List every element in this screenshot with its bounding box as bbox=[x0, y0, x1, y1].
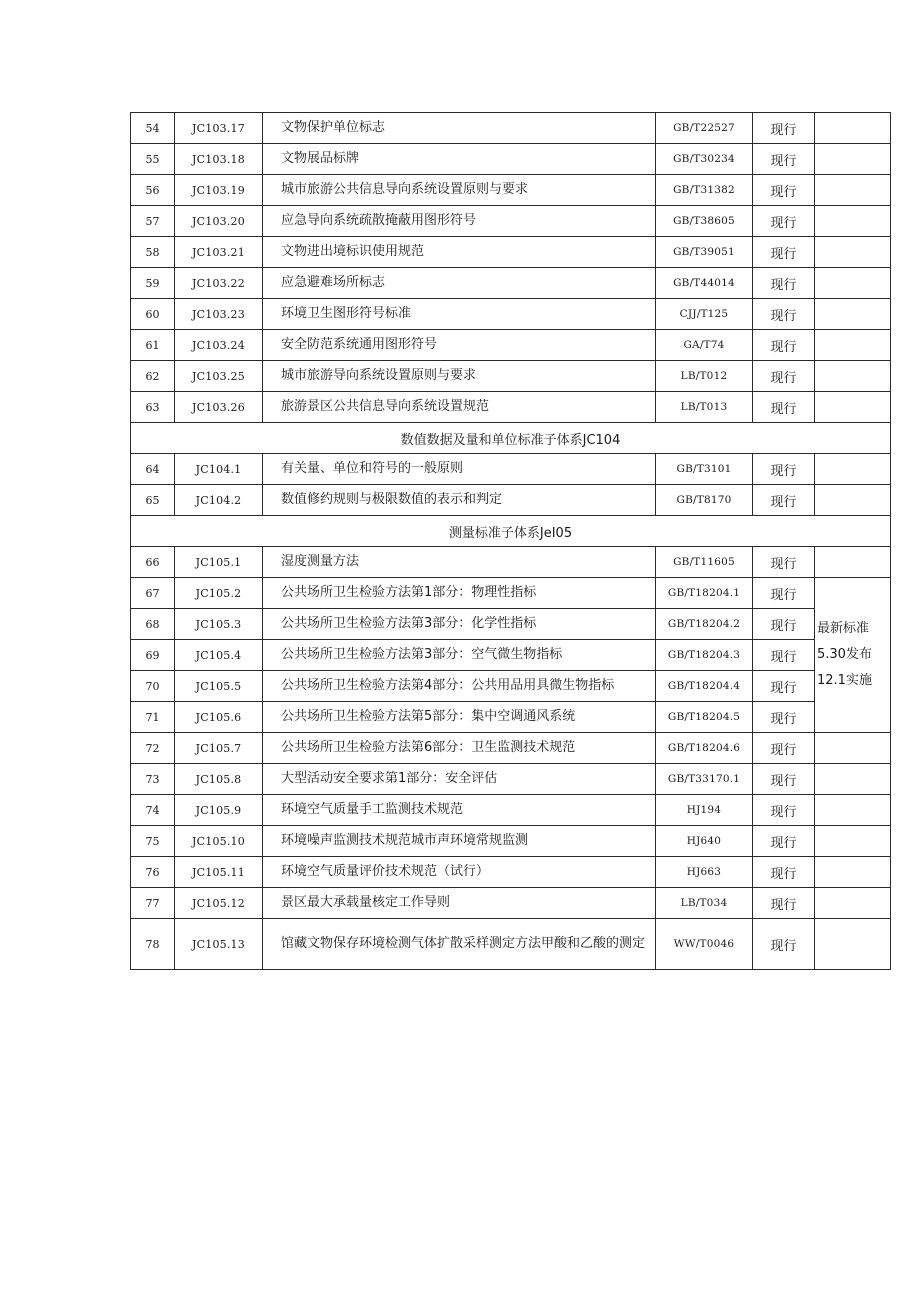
standard-number: GB/T31382 bbox=[656, 175, 753, 206]
standard-status: 现行 bbox=[753, 671, 815, 702]
standard-code: JC103.23 bbox=[175, 299, 263, 330]
standard-status: 现行 bbox=[753, 578, 815, 609]
standard-name: 旅游景区公共信息导向系统设置规范 bbox=[263, 392, 656, 423]
table-row bbox=[131, 764, 891, 795]
remark-cell bbox=[815, 237, 891, 268]
row-number: 72 bbox=[131, 733, 175, 764]
remark-cell bbox=[815, 888, 891, 919]
standard-name: 公共场所卫生检验方法第4部分：公共用品用具微生物指标 bbox=[263, 671, 656, 702]
table-row bbox=[131, 454, 891, 485]
standard-name: 应急避难场所标志 bbox=[263, 268, 656, 299]
row-number: 66 bbox=[131, 547, 175, 578]
section-row-jc104 bbox=[131, 423, 891, 454]
table-row bbox=[131, 857, 891, 888]
standard-number: GB/T33170.1 bbox=[656, 764, 753, 795]
standard-status: 现行 bbox=[753, 392, 815, 423]
standard-code: JC105.6 bbox=[175, 702, 263, 733]
standard-status: 现行 bbox=[753, 547, 815, 578]
table-row bbox=[131, 578, 891, 609]
remark-cell bbox=[815, 268, 891, 299]
standard-code: JC105.10 bbox=[175, 826, 263, 857]
standard-status: 现行 bbox=[753, 206, 815, 237]
row-number: 70 bbox=[131, 671, 175, 702]
table-row bbox=[131, 609, 891, 640]
standard-status: 现行 bbox=[753, 237, 815, 268]
standards-table bbox=[130, 112, 891, 970]
standard-number: HJ640 bbox=[656, 826, 753, 857]
standard-number: GB/T8170 bbox=[656, 485, 753, 516]
standard-name: 环境噪声监测技术规范城市声环境常规监测 bbox=[263, 826, 656, 857]
standard-code: JC105.1 bbox=[175, 547, 263, 578]
remark-cell bbox=[815, 144, 891, 175]
standard-code: JC105.11 bbox=[175, 857, 263, 888]
standard-number: GB/T11605 bbox=[656, 547, 753, 578]
row-number: 77 bbox=[131, 888, 175, 919]
row-number: 76 bbox=[131, 857, 175, 888]
table-row bbox=[131, 330, 891, 361]
standard-number: HJ663 bbox=[656, 857, 753, 888]
remark-cell bbox=[815, 113, 891, 144]
remark-cell bbox=[815, 547, 891, 578]
standard-name: 数值修约规则与极限数值的表示和判定 bbox=[263, 485, 656, 516]
standard-number: LB/T034 bbox=[656, 888, 753, 919]
standard-name: 公共场所卫生检验方法第3部分：空气微生物指标 bbox=[263, 640, 656, 671]
row-number: 68 bbox=[131, 609, 175, 640]
section-title-jc104: 数值数据及量和单位标准子体系JC104 bbox=[131, 423, 891, 454]
row-number: 65 bbox=[131, 485, 175, 516]
remark-cell bbox=[815, 361, 891, 392]
row-number: 64 bbox=[131, 454, 175, 485]
row-number: 69 bbox=[131, 640, 175, 671]
standard-number: GB/T38605 bbox=[656, 206, 753, 237]
table-row bbox=[131, 299, 891, 330]
table-row bbox=[131, 702, 891, 733]
standard-status: 现行 bbox=[753, 733, 815, 764]
standard-name: 公共场所卫生检验方法第5部分：集中空调通风系统 bbox=[263, 702, 656, 733]
table-row bbox=[131, 671, 891, 702]
remark-cell bbox=[815, 764, 891, 795]
remark-cell bbox=[815, 175, 891, 206]
row-number: 63 bbox=[131, 392, 175, 423]
table-row bbox=[131, 547, 891, 578]
remark-cell bbox=[815, 857, 891, 888]
standard-number: GB/T18204.3 bbox=[656, 640, 753, 671]
standard-number: GB/T30234 bbox=[656, 144, 753, 175]
remark-cell bbox=[815, 454, 891, 485]
standard-name: 城市旅游导向系统设置原则与要求 bbox=[263, 361, 656, 392]
standard-name: 文物进出境标识使用规范 bbox=[263, 237, 656, 268]
standard-name: 景区最大承载量核定工作导则 bbox=[263, 888, 656, 919]
table-row bbox=[131, 640, 891, 671]
standard-name: 有关量、单位和符号的一般原则 bbox=[263, 454, 656, 485]
standard-code: JC105.8 bbox=[175, 764, 263, 795]
remark-note-gb18204 bbox=[815, 578, 891, 733]
standard-number: GB/T18204.2 bbox=[656, 609, 753, 640]
table-row bbox=[131, 826, 891, 857]
row-number: 58 bbox=[131, 237, 175, 268]
standard-status: 现行 bbox=[753, 113, 815, 144]
row-number: 54 bbox=[131, 113, 175, 144]
standard-status: 现行 bbox=[753, 795, 815, 826]
row-number: 62 bbox=[131, 361, 175, 392]
standard-number: LB/T012 bbox=[656, 361, 753, 392]
standard-code: JC103.21 bbox=[175, 237, 263, 268]
standard-number: GB/T3101 bbox=[656, 454, 753, 485]
standard-number: HJ194 bbox=[656, 795, 753, 826]
standard-number: GB/T18204.6 bbox=[656, 733, 753, 764]
standard-status: 现行 bbox=[753, 640, 815, 671]
row-number: 61 bbox=[131, 330, 175, 361]
section-title-jc105: 测量标准子体系JeI05 bbox=[131, 516, 891, 547]
standard-status: 现行 bbox=[753, 268, 815, 299]
standard-status: 现行 bbox=[753, 299, 815, 330]
standard-status: 现行 bbox=[753, 454, 815, 485]
standard-number: LB/T013 bbox=[656, 392, 753, 423]
standard-name: 应急导向系统疏散掩蔽用图形符号 bbox=[263, 206, 656, 237]
remark-line-1: 最新标准 bbox=[817, 621, 870, 636]
standard-code: JC104.1 bbox=[175, 454, 263, 485]
standard-name: 环境空气质量评价技术规范（试行） bbox=[263, 857, 656, 888]
standard-code: JC105.9 bbox=[175, 795, 263, 826]
standard-name: 文物展品标牌 bbox=[263, 144, 656, 175]
row-number: 74 bbox=[131, 795, 175, 826]
table-row bbox=[131, 795, 891, 826]
standard-code: JC103.22 bbox=[175, 268, 263, 299]
table-row bbox=[131, 919, 891, 970]
standard-name: 环境空气质量手工监测技术规范 bbox=[263, 795, 656, 826]
remark-cell bbox=[815, 795, 891, 826]
table-row bbox=[131, 113, 891, 144]
standard-name: 馆藏文物保存环境检测气体扩散采样测定方法甲酸和乙酸的测定 bbox=[263, 919, 656, 970]
row-number: 60 bbox=[131, 299, 175, 330]
remark-cell bbox=[815, 330, 891, 361]
standard-number: CJJ/T125 bbox=[656, 299, 753, 330]
standard-name: 大型活动安全要求第1部分：安全评估 bbox=[263, 764, 656, 795]
table-body bbox=[131, 113, 891, 970]
standard-name: 安全防范系统通用图形符号 bbox=[263, 330, 656, 361]
standard-code: JC105.7 bbox=[175, 733, 263, 764]
standard-status: 现行 bbox=[753, 485, 815, 516]
remark-cell bbox=[815, 826, 891, 857]
standard-number: GA/T74 bbox=[656, 330, 753, 361]
remark-line-2: 5.30发布 bbox=[817, 647, 872, 662]
remark-note bbox=[815, 616, 890, 694]
standard-number: GB/T44014 bbox=[656, 268, 753, 299]
row-number: 57 bbox=[131, 206, 175, 237]
table-row bbox=[131, 733, 891, 764]
table-row bbox=[131, 144, 891, 175]
standard-name: 湿度测量方法 bbox=[263, 547, 656, 578]
remark-cell bbox=[815, 392, 891, 423]
row-number: 56 bbox=[131, 175, 175, 206]
standard-status: 现行 bbox=[753, 330, 815, 361]
table-row bbox=[131, 206, 891, 237]
standard-status: 现行 bbox=[753, 609, 815, 640]
standard-name: 城市旅游公共信息导向系统设置原则与要求 bbox=[263, 175, 656, 206]
section-row-jc105 bbox=[131, 516, 891, 547]
standard-status: 现行 bbox=[753, 826, 815, 857]
standard-number: GB/T39051 bbox=[656, 237, 753, 268]
standard-status: 现行 bbox=[753, 857, 815, 888]
table-row bbox=[131, 361, 891, 392]
standard-code: JC103.24 bbox=[175, 330, 263, 361]
standard-status: 现行 bbox=[753, 361, 815, 392]
standard-code: JC103.25 bbox=[175, 361, 263, 392]
row-number: 75 bbox=[131, 826, 175, 857]
remark-cell bbox=[815, 299, 891, 330]
row-number: 59 bbox=[131, 268, 175, 299]
table-row bbox=[131, 392, 891, 423]
standard-code: JC105.3 bbox=[175, 609, 263, 640]
standard-name: 文物保护单位标志 bbox=[263, 113, 656, 144]
standard-code: JC103.17 bbox=[175, 113, 263, 144]
standard-code: JC105.5 bbox=[175, 671, 263, 702]
standard-code: JC103.26 bbox=[175, 392, 263, 423]
remark-cell bbox=[815, 206, 891, 237]
standard-status: 现行 bbox=[753, 702, 815, 733]
table-row bbox=[131, 175, 891, 206]
standard-status: 现行 bbox=[753, 919, 815, 970]
standard-number: GB/T18204.4 bbox=[656, 671, 753, 702]
standard-code: JC103.18 bbox=[175, 144, 263, 175]
standard-code: JC104.2 bbox=[175, 485, 263, 516]
standard-code: JC105.4 bbox=[175, 640, 263, 671]
row-number: 78 bbox=[131, 919, 175, 970]
standard-code: JC103.19 bbox=[175, 175, 263, 206]
standard-status: 现行 bbox=[753, 144, 815, 175]
remark-cell bbox=[815, 919, 891, 970]
standard-name: 环境卫生图形符号标准 bbox=[263, 299, 656, 330]
remark-line-3: 12.1实施 bbox=[817, 673, 872, 688]
standard-code: JC105.12 bbox=[175, 888, 263, 919]
standard-code: JC103.20 bbox=[175, 206, 263, 237]
remark-cell bbox=[815, 485, 891, 516]
standard-name: 公共场所卫生检验方法第3部分：化学性指标 bbox=[263, 609, 656, 640]
remark-cell bbox=[815, 733, 891, 764]
standard-status: 现行 bbox=[753, 175, 815, 206]
standard-name: 公共场所卫生检验方法第1部分：物理性指标 bbox=[263, 578, 656, 609]
standard-number: WW/T0046 bbox=[656, 919, 753, 970]
row-number: 73 bbox=[131, 764, 175, 795]
row-number: 71 bbox=[131, 702, 175, 733]
row-number: 55 bbox=[131, 144, 175, 175]
standard-name: 公共场所卫生检验方法第6部分：卫生监测技术规范 bbox=[263, 733, 656, 764]
table-row bbox=[131, 485, 891, 516]
standard-number: GB/T18204.5 bbox=[656, 702, 753, 733]
standard-number: GB/T22527 bbox=[656, 113, 753, 144]
standard-status: 现行 bbox=[753, 888, 815, 919]
table-row bbox=[131, 268, 891, 299]
standard-code: JC105.2 bbox=[175, 578, 263, 609]
row-number: 67 bbox=[131, 578, 175, 609]
standard-status: 现行 bbox=[753, 764, 815, 795]
standard-code: JC105.13 bbox=[175, 919, 263, 970]
table-row bbox=[131, 237, 891, 268]
standard-number: GB/T18204.1 bbox=[656, 578, 753, 609]
table-row bbox=[131, 888, 891, 919]
